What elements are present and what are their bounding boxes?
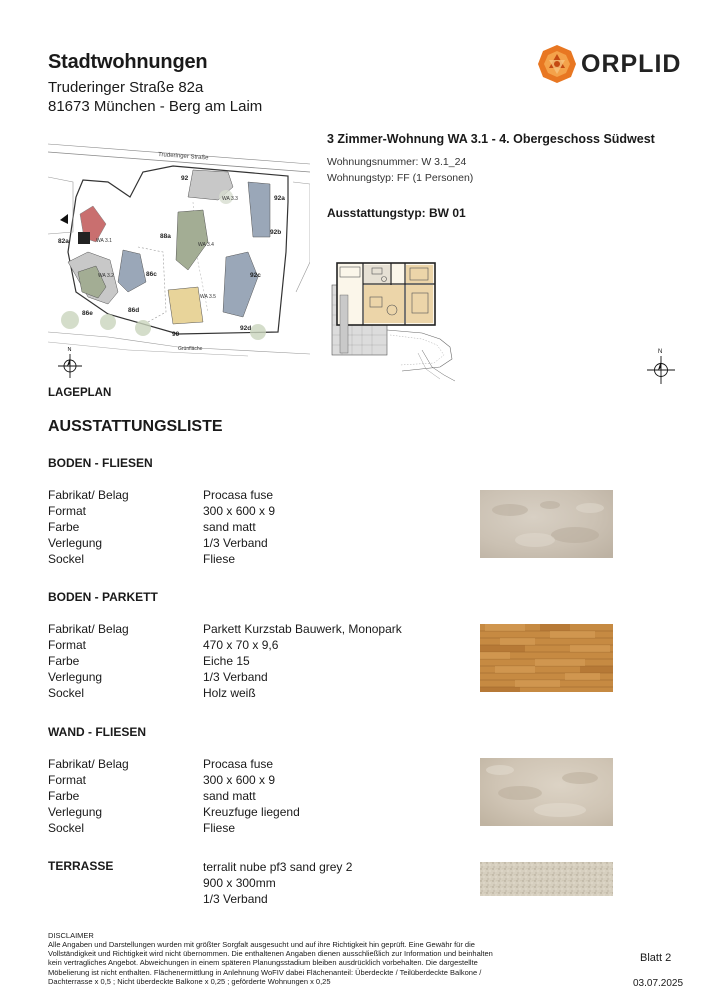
green-area-label: Grünfläche — [178, 346, 203, 352]
parquet-swatch — [480, 624, 613, 692]
page-title: Stadtwohnungen — [48, 51, 208, 73]
svg-text:N: N — [658, 349, 663, 355]
site-label: 82a — [58, 238, 69, 245]
section-title-wall-tiles: WAND - FLIESEN — [48, 725, 146, 739]
apartment-number: Wohnungsnummer: W 3.1_24 — [327, 156, 467, 168]
site-label: WA 3.3 — [222, 196, 238, 202]
site-label: 86e — [82, 310, 93, 317]
svg-text:N: N — [67, 347, 72, 353]
street-label: Truderinger Straße — [157, 152, 209, 162]
equipment-list-heading: AUSSTATTUNGSLISTE — [48, 418, 223, 435]
logo-emblem-icon — [537, 44, 577, 84]
site-label: 92d — [240, 325, 252, 332]
site-plan-label: LAGEPLAN — [48, 387, 112, 399]
apartment-title: 3 Zimmer-Wohnung WA 3.1 - 4. Obergeschoss Südwest — [327, 132, 655, 146]
apartment-type: Wohnungstyp: FF (1 Personen) — [327, 172, 474, 184]
section-title-floor-parquet: BODEN - PARKETT — [48, 590, 158, 604]
site-label: 88a — [160, 233, 171, 240]
address-city: 81673 München - Berg am Laim — [48, 98, 263, 115]
site-plan-map — [48, 142, 310, 382]
address-street: Truderinger Straße 82a — [48, 79, 204, 96]
site-label: WA 3.4 — [198, 242, 214, 248]
equipment-type: Ausstattungstyp: BW 01 — [327, 206, 466, 220]
section-title-terrace: TERRASSE — [48, 859, 114, 873]
orplid-logo — [537, 42, 687, 86]
disclaimer-title: DISCLAIMER — [48, 931, 94, 940]
site-label: WA 3.5 — [200, 294, 216, 300]
logo-text: ORPLID — [581, 50, 682, 78]
section-title-floor-tiles: BODEN - FLIESEN — [48, 456, 153, 470]
site-label: WA 3.1 — [96, 238, 112, 244]
north-arrow-icon — [58, 347, 82, 378]
disclaimer-text: Alle Angaben und Darstellungen wurden mit größter Sorgfalt ausgesucht und auf ihre Richtigkeit hin geprüft. Eine Gewähr für die Vollständigkeit und Richtigkeit wird nicht übernommen. Die enthaltenen Angaben dienen ausschließlich zur Information und beinhalten kein vertragliches Angebot. Abweichungen in einem späteren Planungsstadium bleiben ausdrücklich vorbehalten. Die dargestellte Möbelierung ist nicht enthalten. Flächenermittlung in Anlehnung WoFIV dabei Flächenanteil: Überdeckte / Teilüberdeckte Balkone / Dachterrasse x 0,5 ; Nicht überdeckte Balkone x 0,25 ; geförderte Wohnungen x 0,25 — [48, 940, 493, 986]
floor-plan — [322, 255, 457, 385]
site-label: 92b — [270, 229, 282, 236]
site-label: 86d — [128, 307, 140, 314]
terrace-swatch — [480, 862, 613, 896]
document-date: 03.07.2025 — [633, 978, 684, 989]
site-label: 92 — [181, 175, 189, 182]
site-label: 92c — [250, 272, 261, 279]
site-label: WA 3.2 — [98, 273, 114, 279]
site-label: 86c — [146, 271, 157, 278]
north-arrow-icon — [645, 345, 677, 385]
site-label: 92a — [274, 195, 285, 202]
sheet-number: Blatt 2 — [640, 952, 672, 964]
wall-tile-swatch — [480, 758, 613, 826]
floor-tile-swatch — [480, 490, 613, 558]
site-label: 90 — [172, 331, 180, 338]
